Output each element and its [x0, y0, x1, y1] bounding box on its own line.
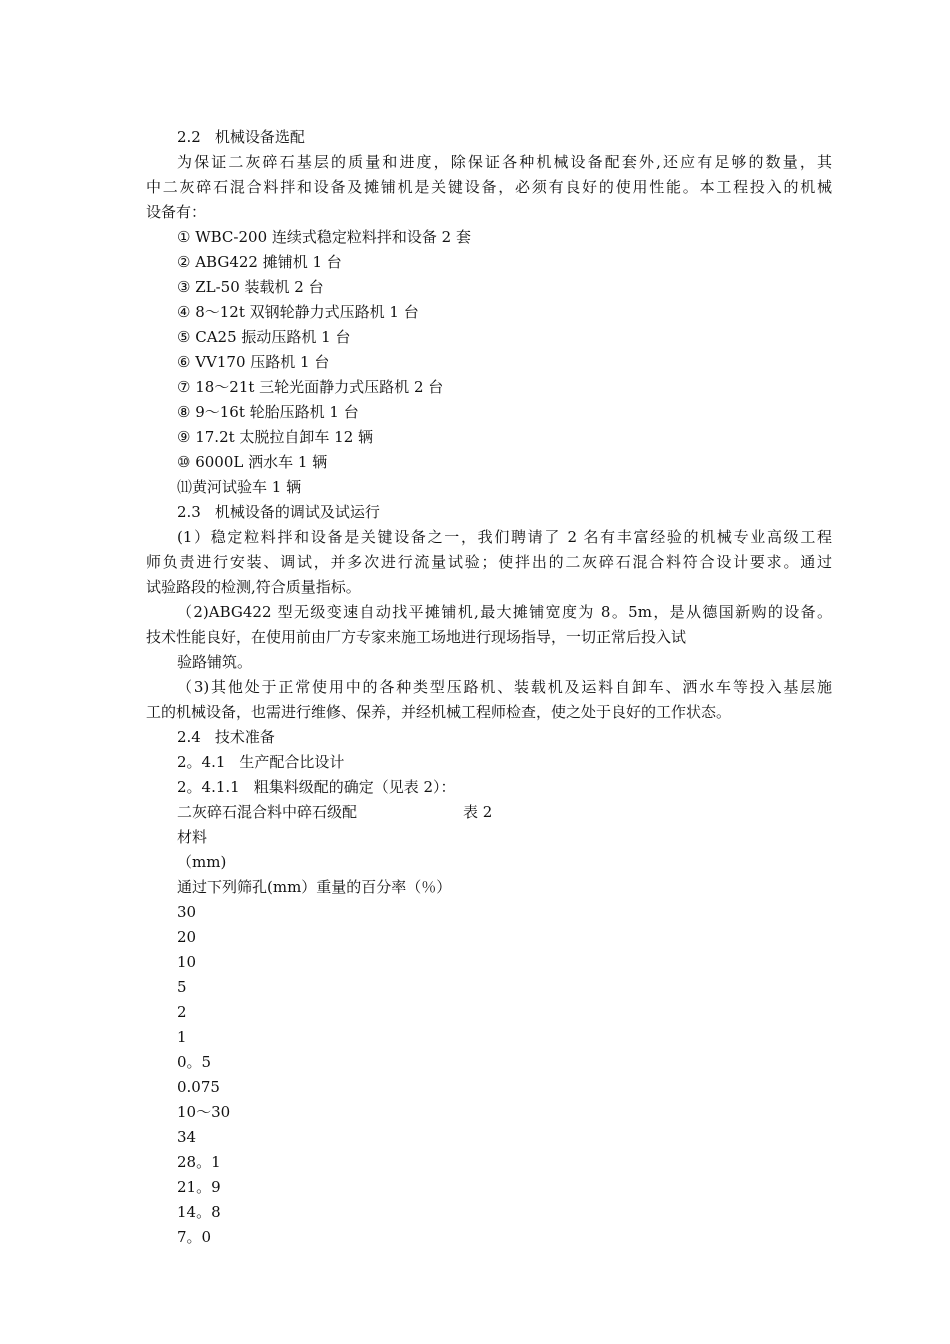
- section-heading-2-2: [177, 127, 305, 147]
- equipment-item: ⑨ 17.2t 太脱拉自卸车 12 辆: [177, 428, 374, 446]
- section-heading-2-3: [177, 502, 380, 522]
- table-cell-value: 21。9: [177, 1178, 221, 1196]
- table-label: 表 2: [463, 803, 493, 821]
- equipment-item: ⑦ 18～21t 三轮光面静力式压路机 2 台: [177, 378, 444, 396]
- paragraph-line: 验路铺筑。: [177, 653, 253, 671]
- paragraph-line: 中二灰碎石混合料拌和设备及摊铺机是关键设备，必须有良好的使用性能。本工程投入的机械: [146, 178, 832, 196]
- sieve-size: 5: [177, 978, 187, 996]
- table-cell-value: 28。1: [177, 1153, 221, 1171]
- table-cell-value: 7。0: [177, 1228, 212, 1246]
- sieve-size: 10: [177, 953, 197, 971]
- subsection-heading-2-4-1: [177, 752, 344, 772]
- equipment-item: ④ 8～12t 双钢轮静力式压路机 1 台: [177, 303, 419, 321]
- sieve-size: 0.075: [177, 1078, 220, 1096]
- table-header-material-unit: （mm): [177, 853, 227, 871]
- subsection-heading-2-4-1-1: [177, 777, 456, 797]
- equipment-item: ⑾黄河试验车 1 辆: [177, 478, 302, 496]
- section-title: 机械设备选配: [214, 128, 305, 146]
- paragraph-line: 师负责进行安装、调试，并多次进行流量试验；使拌出的二灰碎石混合料符合设计要求。通过: [146, 553, 832, 571]
- sieve-size: 0。5: [177, 1053, 212, 1071]
- table-row-material: 10～30: [177, 1103, 231, 1121]
- sieve-size: 1: [177, 1028, 187, 1046]
- sieve-size: 30: [177, 903, 197, 921]
- subsection-title: 生产配合比设计: [239, 753, 345, 771]
- table-caption: [177, 802, 577, 822]
- paragraph-line: （3)其他处于正常使用中的各种类型压路机、装载机及运料自卸车、洒水车等投入基层施: [177, 678, 832, 696]
- equipment-item: ② ABG422 摊铺机 1 台: [177, 253, 342, 271]
- table-header-pass: 通过下列筛孔(mm）重量的百分率（％）: [177, 878, 452, 896]
- paragraph-line: (1）稳定粒料拌和设备是关键设备之一，我们聘请了 2 名有丰富经验的机械专业高级工程: [177, 528, 832, 546]
- subsection-number: 2。4.1.1: [177, 778, 240, 796]
- paragraph-line: （2)ABG422 型无级变速自动找平摊铺机,最大摊铺宽度为 8。5m，是从德国新购的设备。: [177, 603, 832, 621]
- equipment-item: ③ ZL-50 装载机 2 台: [177, 278, 324, 296]
- equipment-item: ⑥ VV170 压路机 1 台: [177, 353, 330, 371]
- section-number: 2.3: [177, 503, 201, 521]
- paragraph-line: 试验路段的检测,符合质量指标。: [146, 578, 361, 596]
- paragraph-line: 设备有：: [146, 203, 207, 221]
- section-heading-2-4: [177, 727, 275, 747]
- section-title: 技术准备: [214, 728, 275, 746]
- sieve-size: 2: [177, 1003, 187, 1021]
- section-title: 机械设备的调试及试运行: [214, 503, 380, 521]
- subsection-title: 粗集料级配的确定（见表 2）：: [253, 778, 456, 796]
- section-number: 2.4: [177, 728, 201, 746]
- section-number: 2.2: [177, 128, 201, 146]
- table-cell-value: 34: [177, 1128, 197, 1146]
- table-title: 二灰碎石混合料中碎石级配: [177, 803, 358, 821]
- equipment-item: ⑤ CA25 振动压路机 1 台: [177, 328, 351, 346]
- sieve-size: 20: [177, 928, 197, 946]
- paragraph-line: 为保证二灰碎石基层的质量和进度，除保证各种机械设备配套外,还应有足够的数量，其: [177, 153, 832, 171]
- equipment-item: ① WBC-200 连续式稳定粒料拌和设备 2 套: [177, 228, 471, 246]
- paragraph-line: 工的机械设备，也需进行维修、保养，并经机械工程师检查，使之处于良好的工作状态。: [146, 703, 732, 721]
- table-header-material: 材料: [177, 828, 208, 846]
- subsection-number: 2。4.1: [177, 753, 226, 771]
- equipment-item: ⑩ 6000L 洒水车 1 辆: [177, 453, 328, 471]
- paragraph-line: 技术性能良好，在使用前由厂方专家来施工场地进行现场指导，一切正常后投入试: [146, 628, 687, 646]
- equipment-item: ⑧ 9～16t 轮胎压路机 1 台: [177, 403, 359, 421]
- table-cell-value: 14。8: [177, 1203, 221, 1221]
